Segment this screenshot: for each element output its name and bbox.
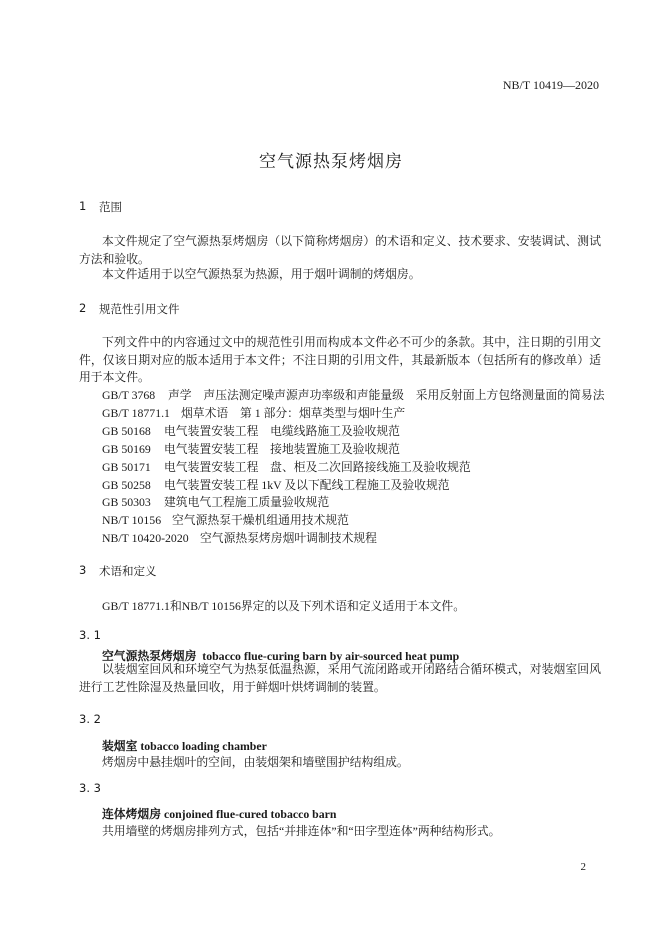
reference-title: 电气装置安装工程 电缆线路施工及验收规范 <box>164 424 400 438</box>
reference-title: 空气源热泵干燥机组通用技术规范 <box>172 513 349 527</box>
term-definition: 烤烟房中悬挂烟叶的空间，由装烟架和墙壁围护结构组成。 <box>102 755 409 769</box>
reference-item <box>102 511 349 528</box>
section-3-heading: 术语和定义 <box>99 564 157 578</box>
document-code: NB/T 10419—2020 <box>502 78 599 92</box>
reference-title: 建筑电气工程施工质量验收规范 <box>164 495 330 509</box>
term-definition: 共用墙壁的烤烟房排列方式，包括“并排连体”和“田字型连体”两种结构形式。 <box>102 824 501 838</box>
term-english-name: conjoined flue-cured tobacco barn <box>163 807 337 821</box>
reference-code: GB/T 3768 <box>102 388 156 402</box>
page-number: 2 <box>580 861 586 873</box>
section-2-heading: 规范性引用文件 <box>99 302 180 316</box>
reference-title: 空气源热泵烤房烟叶调制技术规程 <box>200 531 377 545</box>
term-chinese-name: 装烟室 <box>102 739 138 753</box>
reference-code: GB/T 18771.1 <box>102 406 170 420</box>
reference-code: GB 50171 <box>102 460 151 474</box>
reference-code: GB 50258 <box>102 478 151 492</box>
terms-intro: GB/T 18771.1和NB/T 10156界定的以及下列术语和定义适用于本文件。 <box>102 599 465 613</box>
reference-title: 电气装置安装工程 接地装置施工及验收规范 <box>164 442 400 456</box>
reference-code: GB 50168 <box>102 424 151 438</box>
section-1-number: 1 <box>79 199 87 213</box>
scope-paragraph-2: 本文件适用于以空气源热泵为热源，用于烟叶调制的烤烟房。 <box>102 267 421 281</box>
reference-title: 电气装置安装工程 1kV 及以下配线工程施工及验收规范 <box>164 478 450 492</box>
scope-paragraph-1: 本文件规定了空气源热泵烤烟房（以下简称烤烟房）的术语和定义、技术要求、安装调试、测试方法和验收。 <box>79 234 601 266</box>
section-3-number: 3 <box>79 563 87 577</box>
reference-item <box>102 404 405 421</box>
page-title: 空气源热泵烤烟房 <box>259 152 403 172</box>
section-1-heading: 范围 <box>99 200 122 214</box>
reference-code: GB 50169 <box>102 442 151 456</box>
term-heading <box>102 805 336 822</box>
term-number: 3. 2 <box>79 712 101 726</box>
term-heading <box>102 737 267 754</box>
reference-item <box>102 440 400 457</box>
reference-item <box>102 529 377 546</box>
reference-code: NB/T 10156 <box>102 513 162 527</box>
reference-code: NB/T 10420-2020 <box>102 531 189 545</box>
reference-item <box>102 386 605 403</box>
reference-title: 电气装置安装工程 盘、柜及二次回路接线施工及验收规范 <box>164 460 471 474</box>
section-2-number: 2 <box>79 301 87 315</box>
reference-title: 烟草术语 第 1 部分：烟草类型与烟叶生产 <box>181 406 406 420</box>
reference-code: GB 50303 <box>102 495 151 509</box>
reference-item <box>102 476 450 493</box>
term-english-name: tobacco flue-curing barn by air-sourced heat pump <box>202 649 460 663</box>
reference-item <box>102 458 471 475</box>
term-english-name: tobacco loading chamber <box>140 739 267 753</box>
references-intro: 下列文件中的内容通过文中的规范性引用而构成本文件必不可少的条款。其中，注日期的引用文件，仅该日期对应的版本适用于本文件；不注日期的引用文件，其最新版本（包括所有的修改单）适用于本文件。 <box>79 335 601 384</box>
term-number: 3. 3 <box>79 781 101 795</box>
reference-item <box>102 493 329 510</box>
reference-title: 声学 声压法测定噪声源声功率级和声能量级 采用反射面上方包络测量面的简易法 <box>168 388 605 402</box>
reference-item <box>102 422 400 439</box>
term-chinese-name: 空气源热泵烤烟房 <box>102 649 197 663</box>
term-definition: 以装烟室回风和环境空气为热泵低温热源，采用气流闭路或开闭路结合循环模式，对装烟室回风进行工艺性除湿及热量回收，用于鲜烟叶烘烤调制的装置。 <box>79 662 601 694</box>
term-chinese-name: 连体烤烟房 <box>102 807 161 821</box>
term-number: 3. 1 <box>79 628 101 642</box>
